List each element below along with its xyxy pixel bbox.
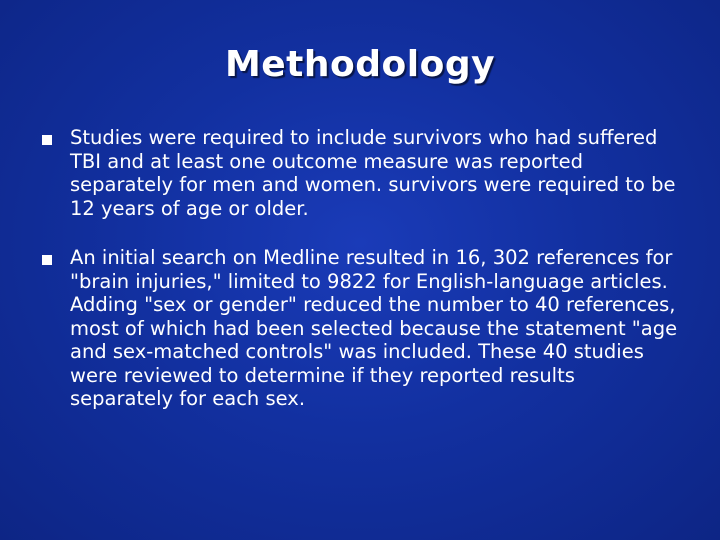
square-bullet-icon [42,135,52,145]
bullet-item [42,246,682,411]
bullet-text: Studies were required to include survivors who had suffered TBI and at least one outcome measure was reported separately for men and women. survivors were required to be 12 years of age or older. [70,126,676,220]
bullet-list [42,126,682,437]
square-bullet-icon [42,255,52,265]
bullet-item [42,126,682,220]
slide-title: Methodology [224,44,496,85]
bullet-text: An initial search on Medline resulted in 16, 302 references for "brain injuries," limited to 9822 for English-language articles. Adding "sex or gender" reduced the number to 40 references, most of which had been selected because the statement "age and sex-matched controls" was included. These 40 studies were reviewed to determine if they reported results separately for each sex. [70,246,678,410]
